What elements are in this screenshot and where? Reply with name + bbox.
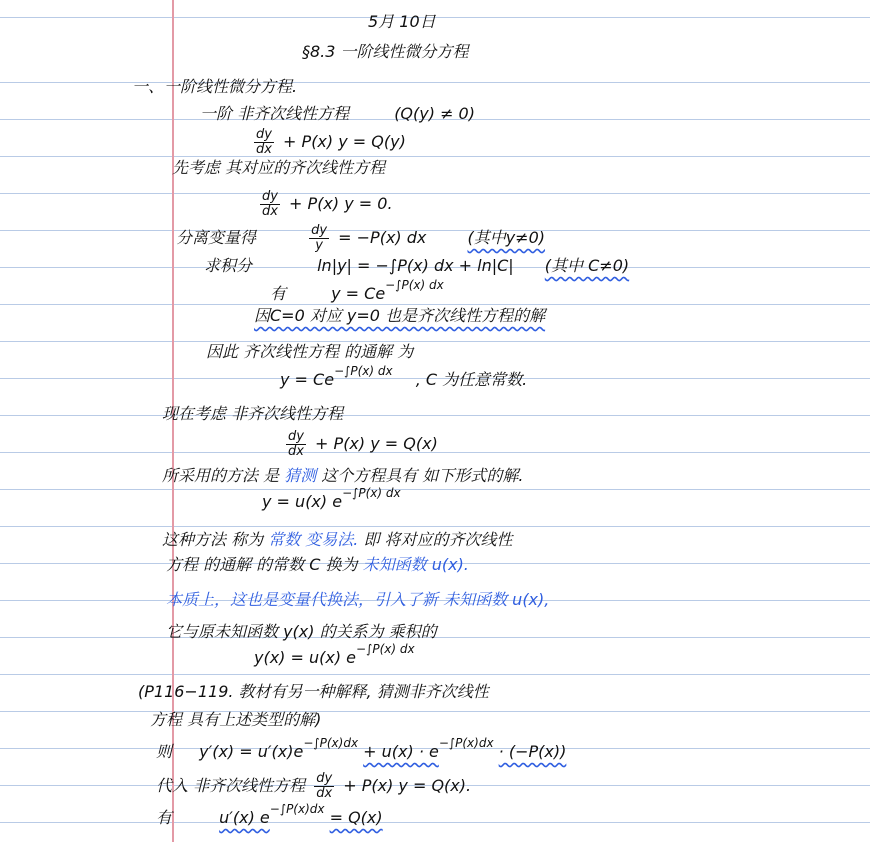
term: + u(x) · e xyxy=(363,742,439,761)
exponent: −∫P(x)dx xyxy=(269,802,325,816)
equation-rhs: = Q(x) xyxy=(329,808,383,827)
equation: u′(x) e xyxy=(219,808,270,827)
exponent: −∫P(x) dx xyxy=(342,486,401,500)
line-method xyxy=(162,466,523,486)
text: 即 将对应的齐次线性 xyxy=(363,530,513,549)
line-product-form xyxy=(254,642,415,669)
equation-homog xyxy=(256,190,393,219)
condition: (其中y≠0) xyxy=(467,228,546,247)
line-separate-variables xyxy=(176,224,545,253)
line-integrate xyxy=(204,256,629,276)
line-c-zero-note: 因C=0 对应 y=0 也是齐次线性方程的解 xyxy=(254,306,546,325)
fraction-dy-dx: $\frac{dy}{dx}$ xyxy=(256,127,272,157)
date: 5月 10日 xyxy=(368,12,436,31)
line-variation-of-constants xyxy=(162,530,513,550)
equation: y = u(x) e xyxy=(262,492,343,511)
line-derivative xyxy=(156,736,567,763)
text: 有 xyxy=(156,808,173,827)
fraction-dy-dx: $\frac{dy}{dx}$ xyxy=(262,189,278,219)
equation-nonhomog xyxy=(250,128,406,157)
equation: ln|y| = −∫P(x) dx + ln|C| xyxy=(317,256,514,275)
exponent: −∫P(x) dx xyxy=(334,364,393,378)
exponent: −∫P(x)dx xyxy=(303,736,359,750)
line-result xyxy=(156,802,383,829)
fraction-dy-dx: $\frac{dy}{dx}$ xyxy=(316,771,333,801)
line-textbook-note: (P116−119. 教材有另一种解释, 猜测非齐次线性 xyxy=(138,682,489,701)
text: , C 为任意常数. xyxy=(415,370,528,389)
heading-linear-ode: 一、一阶线性微分方程. xyxy=(132,77,298,96)
text: 方程 的通解 的常数 C 换为 xyxy=(166,555,358,574)
fraction-dy-y: $\frac{dy}{y}$ xyxy=(311,223,328,253)
highlight: 猜测 xyxy=(284,466,317,485)
line-general-solution-intro: 因此 齐次线性方程 的通解 为 xyxy=(206,342,414,361)
equation: y(x) = u(x) e xyxy=(254,648,357,667)
equation-nonhomog-2 xyxy=(282,430,438,459)
exponent: −∫P(x) dx xyxy=(356,642,415,656)
text: 这种方法 称为 xyxy=(162,530,264,549)
text: 则 xyxy=(156,742,173,761)
text: 一阶 非齐次线性方程 xyxy=(200,104,350,123)
line-consider-homog: 先考虑 其对应的齐次线性方程 xyxy=(172,158,386,177)
equation-rhs: + P(x) y = Q(x). xyxy=(343,776,472,795)
line-general-solution xyxy=(280,364,528,391)
text: 代入 非齐次线性方程 xyxy=(156,776,306,795)
text: 这个方程具有 如下形式的解. xyxy=(321,466,524,485)
highlight: 常数 变易法. xyxy=(268,530,359,549)
line-nonhomog-def xyxy=(200,104,475,124)
exponent: −∫P(x)dx xyxy=(438,736,494,750)
equation-rhs: = −P(x) dx xyxy=(338,228,427,247)
line-trial-solution xyxy=(262,486,401,513)
equation: y′(x) = u′(x)e xyxy=(199,742,304,761)
equation: y = Ce xyxy=(280,370,335,389)
text: 有 xyxy=(270,284,287,303)
line-essence: 本质上，这也是变量代换法，引入了新 未知函数 u(x), xyxy=(166,590,550,609)
highlight: 未知函数 u(x). xyxy=(362,555,469,574)
term: · (−P(x)) xyxy=(498,742,567,761)
exponent: −∫P(x) dx xyxy=(385,278,444,292)
line-solution-homog xyxy=(270,278,444,305)
text: 求积分 xyxy=(204,256,253,275)
equation-rhs: + P(x) y = Q(y) xyxy=(283,132,406,151)
section-title: §8.3 一阶线性微分方程 xyxy=(302,42,469,61)
line-textbook-note-2: 方程 具有上述类型的解) xyxy=(150,710,322,729)
line-relation: 它与原未知函数 y(x) 的关系为 乘积的 xyxy=(166,622,437,641)
text: 分离变量得 xyxy=(176,228,257,247)
equation-rhs: + P(x) y = Q(x) xyxy=(315,434,438,453)
line-consider-nonhomog: 现在考虑 非齐次线性方程 xyxy=(162,404,344,423)
text: 所采用的方法 是 xyxy=(162,466,280,485)
fraction-dy-dx: $\frac{dy}{dx}$ xyxy=(288,429,304,459)
equation-rhs: + P(x) y = 0. xyxy=(289,194,393,213)
condition: (其中 C≠0) xyxy=(544,256,630,275)
equation: y = Ce xyxy=(331,284,386,303)
condition: (Q(y) ≠ 0) xyxy=(394,104,475,123)
line-substitute xyxy=(156,772,471,801)
line-replace-constant xyxy=(166,555,469,575)
